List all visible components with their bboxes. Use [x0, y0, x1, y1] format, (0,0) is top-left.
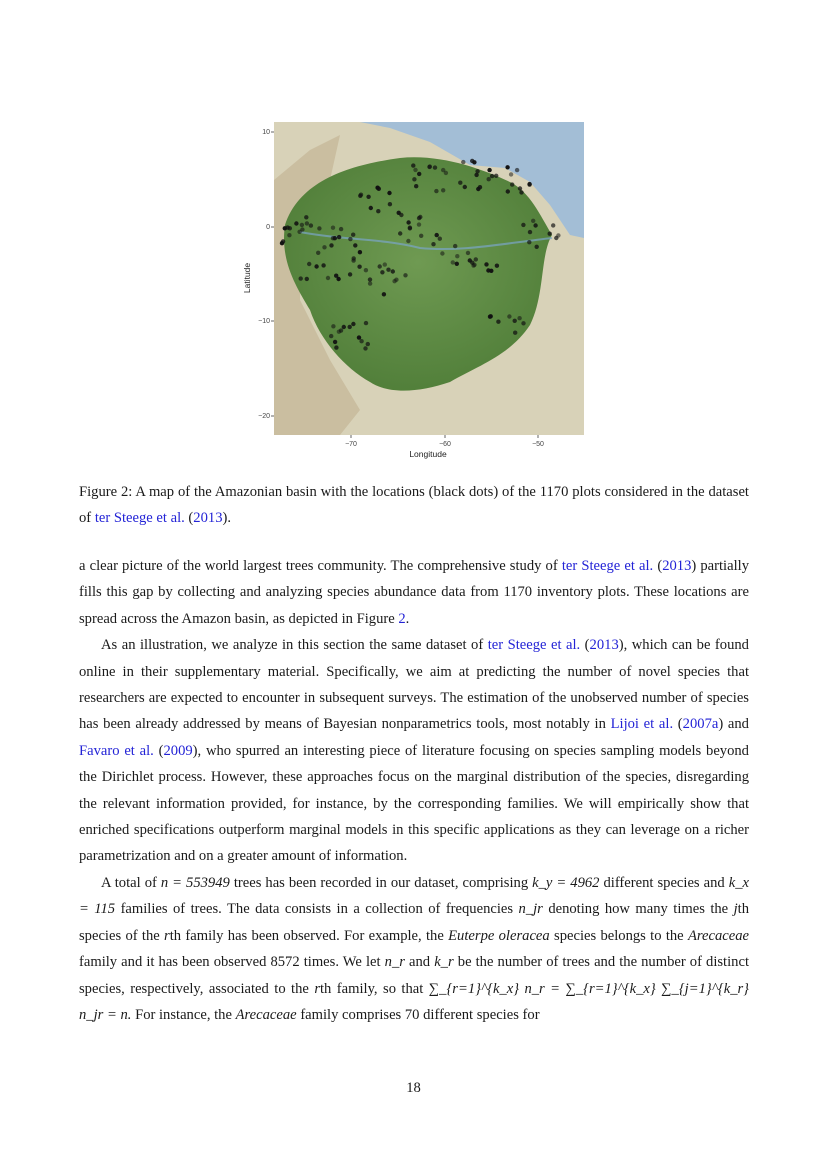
plot-location-dot	[309, 223, 313, 227]
plot-location-dot	[533, 223, 537, 227]
plot-location-dot	[316, 251, 320, 255]
math: n = 553949	[160, 874, 230, 891]
text: ), who spurred an interesting piece of literature focusing on species sampling models beyond the Dirichlet process. However, these approaches focus on the marginal distribution of the species, disregarding the relevant information provided, for instance, by the corresponding families. We will empirically show that enriched specifications outperform marginal models in this specific applications as they can leverage on a richer parametrization and on a greater amount of information.	[79, 742, 749, 865]
plot-location-dot	[317, 226, 321, 230]
citation-year-link[interactable]: 2013	[589, 637, 619, 654]
citation-link[interactable]: Favaro et al.	[79, 742, 154, 759]
plot-location-dot	[486, 268, 490, 272]
citation-link[interactable]: ter Steege et al.	[487, 637, 581, 654]
plot-location-dot	[451, 260, 455, 264]
paragraph-1: a clear picture of the world largest trees community. The comprehensive study of ter Steege et al. (2013) partially fills this gap by collecting and analyzing species abundance data from 1170 inventory plots. These locations are spread across the Amazon basin, as depicted in Figure 2.	[79, 558, 749, 627]
map-plot	[240, 120, 590, 460]
citation-year-link[interactable]: 2007a	[682, 716, 719, 733]
plot-location-dot	[495, 264, 499, 268]
plot-location-dot	[364, 321, 368, 325]
amazon-plots-map-figure	[240, 120, 590, 460]
plot-location-dot	[394, 278, 398, 282]
plot-location-dot	[334, 345, 338, 349]
plot-location-dot	[474, 173, 478, 177]
text: As an illustration, we analyze in this section the same dataset of	[101, 637, 484, 654]
plot-location-dot	[414, 184, 418, 188]
citation-year-link[interactable]: 2009	[163, 742, 193, 759]
plot-location-dot	[305, 221, 309, 225]
text: trees has been recorded in our dataset, comprising	[233, 874, 529, 891]
plot-location-dot	[376, 209, 380, 213]
plot-location-dot	[363, 346, 367, 350]
figure-ref-link[interactable]: 2	[398, 610, 406, 627]
paragraph-3	[79, 870, 749, 1028]
plot-location-dot	[337, 235, 341, 239]
plot-location-dot	[287, 233, 291, 237]
plot-location-dot	[387, 191, 391, 195]
plot-location-dot	[334, 274, 338, 278]
plot-location-dot	[411, 163, 415, 167]
text: For instance, the	[135, 1006, 232, 1023]
family-name: Arecaceae	[687, 927, 750, 944]
caption-text: Figure 2: A map of the Amazonian basin with the locations (black dots) of the 1170 plots considered in the dataset of	[79, 484, 749, 526]
plot-location-dot	[322, 245, 326, 249]
citation-link[interactable]: ter Steege et al.	[94, 510, 185, 526]
plot-location-dot	[391, 269, 395, 273]
plot-location-dot	[280, 241, 284, 245]
plot-location-dot	[413, 168, 417, 172]
text: be the number of trees and the number of distinct species, respectively, associated to the	[79, 954, 749, 997]
plot-location-dot	[510, 182, 514, 186]
math: r	[164, 927, 170, 944]
plot-location-dot	[506, 189, 510, 193]
plot-location-dot	[366, 342, 370, 346]
species-name: Euterpe oleracea	[448, 927, 550, 944]
plot-location-dot	[399, 213, 403, 217]
plot-location-dot	[418, 215, 422, 219]
plot-location-dot	[528, 230, 532, 234]
text: .	[405, 610, 410, 627]
plot-location-dot	[515, 168, 519, 172]
text: a clear picture of the world largest trees community. The comprehensive study of	[79, 558, 558, 574]
plot-location-dot	[417, 172, 421, 176]
text: th species of the	[79, 901, 750, 944]
plot-location-dot	[513, 331, 517, 335]
text: species belongs to the	[554, 927, 684, 944]
plot-location-dot	[484, 262, 488, 266]
plot-location-dot	[329, 243, 333, 247]
plot-location-dot	[300, 227, 304, 231]
plot-location-dot	[521, 321, 525, 325]
math: j	[733, 901, 738, 918]
y-axis-title: Latitude	[242, 262, 252, 294]
y-tick-label: −20	[258, 413, 270, 420]
plot-location-dot	[368, 281, 372, 285]
plot-location-dot	[527, 240, 531, 244]
plot-location-dot	[314, 264, 318, 268]
plot-location-dot	[455, 254, 459, 258]
y-axis	[258, 129, 274, 420]
plot-location-dot	[551, 223, 555, 227]
plot-location-dot	[472, 263, 476, 267]
x-tick-label: −70	[345, 441, 357, 448]
plot-location-dot	[431, 242, 435, 246]
math: k_y = 4962	[532, 874, 600, 891]
x-tick-label: −50	[532, 441, 544, 448]
plot-location-dot	[368, 277, 372, 281]
text: and	[409, 954, 431, 971]
plot-location-dot	[474, 257, 478, 261]
plot-location-dot	[441, 188, 445, 192]
plot-location-dot	[331, 236, 335, 240]
plot-location-dot	[517, 316, 521, 320]
plot-location-dot	[463, 185, 467, 189]
x-axis-title: Longitude	[409, 449, 447, 459]
math: r	[314, 980, 320, 997]
plot-location-dot	[441, 168, 445, 172]
plot-location-dot	[366, 195, 370, 199]
plot-location-dot	[490, 174, 494, 178]
family-name: Arecaceae	[235, 1006, 297, 1023]
plot-location-dot	[461, 160, 465, 164]
plot-location-dot	[507, 314, 511, 318]
citation-year-link[interactable]: 2013	[662, 558, 692, 574]
plot-location-dot	[505, 165, 509, 169]
plot-location-dot	[351, 233, 355, 237]
plot-location-dot	[369, 206, 373, 210]
text: ) and	[718, 716, 749, 733]
plot-location-dot	[513, 319, 517, 323]
plot-location-dot	[329, 334, 333, 338]
plot-location-dot	[470, 159, 474, 163]
plot-location-dot	[321, 263, 325, 267]
page-number: 18	[406, 1080, 421, 1096]
text: denoting how many times the	[548, 901, 729, 918]
plot-location-dot	[496, 320, 500, 324]
plot-location-dot	[521, 223, 525, 227]
plot-location-dot	[419, 234, 423, 238]
math: k_r	[434, 954, 454, 971]
text: th family, so that	[320, 980, 424, 997]
plot-location-dot	[531, 219, 535, 223]
plot-location-dot	[348, 272, 352, 276]
plot-location-dot	[359, 339, 363, 343]
plot-location-dot	[440, 251, 444, 255]
plot-location-dot	[304, 215, 308, 219]
plot-location-dot	[331, 324, 335, 328]
plot-location-dot	[378, 264, 382, 268]
plot-location-dot	[466, 251, 470, 255]
plot-location-dot	[307, 262, 311, 266]
plot-location-dot	[331, 226, 335, 230]
y-tick-label: −10	[258, 318, 270, 325]
figure-caption: Figure 2: A map of the Amazonian basin with the locations (black dots) of the 1170 plots considered in the dataset of ter Steege et al. (2013).	[79, 484, 749, 526]
plot-location-dot	[382, 292, 386, 296]
math: ∑_{r=1}^{k_x} n_r = ∑_{r=1}^{k_x} ∑_{j=1}^{k_r} n_jr = n.	[79, 980, 750, 1023]
plot-location-dot	[519, 190, 523, 194]
plot-location-dot	[427, 165, 431, 169]
plot-location-dot	[548, 232, 552, 236]
plot-location-dot	[509, 172, 513, 176]
paragraph-2: As an illustration, we analyze in this section the same dataset of ter Steege et al. (2013), which can be found online in their supplementary material. Specifically, we aim at predicting the number of novel species that researchers are expected to encounter in subsequent surveys. The estimation of the unobserved number of species has been already addressed by means of Bayesian nonparametrics tools, most notably in Lijoi et al. (2007a) and Favaro et al. (2009), who spurred an interesting piece of literature focusing on species sampling models beyond the Dirichlet process. However, these approaches focus on the marginal distribution of the species, disregarding the relevant information provided, for instance, by the corresponding families. We will empirically show that enriched specifications outperform marginal models in this specific applications as they can leverage on a richer parametrization and on a greater amount of information.	[79, 637, 749, 865]
plot-location-dot	[434, 189, 438, 193]
plot-location-dot	[438, 237, 442, 241]
plot-location-dot	[348, 325, 352, 329]
plot-location-dot	[455, 262, 459, 266]
plot-location-dot	[487, 177, 491, 181]
plot-location-dot	[386, 268, 390, 272]
plot-location-dot	[527, 183, 531, 187]
plot-location-dot	[388, 202, 392, 206]
math: k_x = 115	[79, 874, 749, 918]
text: families of trees. The data consists in a collection of frequencies	[120, 901, 514, 918]
plot-location-dot	[351, 322, 355, 326]
plot-location-dot	[453, 244, 457, 248]
plot-location-dot	[433, 165, 437, 169]
plot-location-dot	[358, 194, 362, 198]
plot-location-dot	[380, 270, 384, 274]
plot-location-dot	[417, 222, 421, 226]
plot-location-dot	[294, 221, 298, 225]
plot-location-dot	[333, 340, 337, 344]
plot-location-dot	[285, 225, 289, 229]
plot-location-dot	[342, 325, 346, 329]
body-text	[79, 553, 749, 1028]
plot-location-dot	[305, 277, 309, 281]
plot-location-dot	[487, 168, 491, 172]
plot-location-dot	[518, 186, 522, 190]
plot-location-dot	[398, 231, 402, 235]
plot-location-dot	[364, 268, 368, 272]
plot-location-dot	[348, 237, 352, 241]
plot-location-dot	[357, 265, 361, 269]
plot-location-dot	[435, 233, 439, 237]
plot-location-dot	[408, 226, 412, 230]
math: n_r	[384, 954, 405, 971]
plot-location-dot	[339, 227, 343, 231]
y-tick-label: 0	[266, 224, 270, 231]
x-tick-label: −60	[439, 441, 451, 448]
plot-location-dot	[358, 250, 362, 254]
text: family comprises 70 different species for	[300, 1006, 540, 1023]
plot-location-dot	[377, 187, 381, 191]
caption-text-end: ).	[222, 510, 231, 526]
plot-location-dot	[357, 335, 361, 339]
plot-location-dot	[412, 177, 416, 181]
text: different species and	[603, 874, 725, 891]
text: th family has been observed. For example, the	[169, 927, 444, 944]
plot-location-dot	[326, 276, 330, 280]
plot-location-dot	[406, 239, 410, 243]
text: ) partially fills this gap by collecting and analyzing species abundance data from 1170 inventory plots. These locations are spread across the Amazon basin, as depicted in Figure	[79, 558, 749, 627]
plot-location-dot	[406, 220, 410, 224]
plot-location-dot	[535, 245, 539, 249]
text: ), which can be found online in their supplementary material. Specifically, we aim at predicting the number of novel species that researchers are expected to encounter in subsequent surveys. The estimation of the unobserved number of species has been already addressed by means of Bayesian nonparametrics tools, most notably in	[79, 637, 749, 733]
plot-location-dot	[383, 262, 387, 266]
plot-location-dot	[353, 243, 357, 247]
text: family and it has been observed 8572 times. We let	[79, 954, 381, 971]
plot-location-dot	[489, 314, 493, 318]
plot-location-dot	[554, 236, 558, 240]
citation-link[interactable]: ter Steege et al.	[561, 558, 654, 574]
plot-location-dot	[403, 273, 407, 277]
math: n_jr	[518, 901, 543, 918]
text: A total of	[101, 874, 157, 891]
plot-location-dot	[476, 187, 480, 191]
citation-link[interactable]: Lijoi et al.	[610, 716, 674, 733]
x-axis	[345, 435, 544, 448]
plot-location-dot	[494, 174, 498, 178]
plot-location-dot	[299, 276, 303, 280]
plot-location-dot	[300, 223, 304, 227]
citation-year-link[interactable]: 2013	[193, 510, 223, 526]
plot-location-dot	[351, 258, 355, 262]
y-tick-label: 10	[262, 129, 270, 136]
plot-location-dot	[339, 328, 343, 332]
plot-location-dot	[458, 181, 462, 185]
